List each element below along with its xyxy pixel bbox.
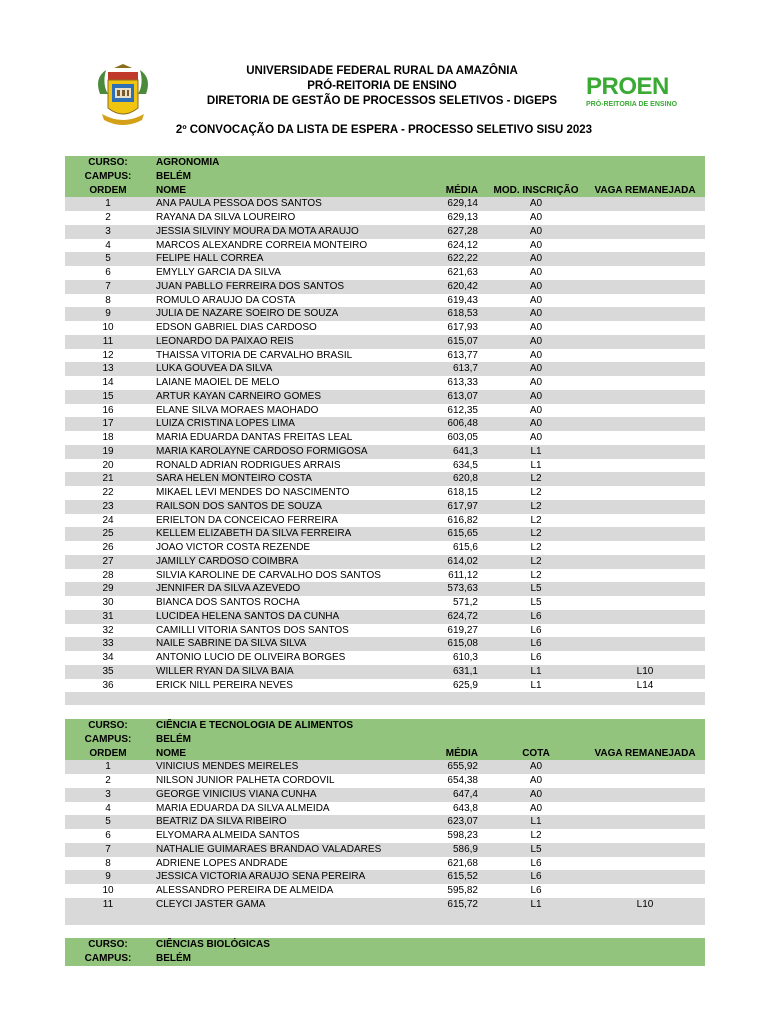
row-nome: LUIZA CRISTINA LOPES LIMA xyxy=(156,418,295,430)
row-ordem: 30 xyxy=(102,597,114,608)
table-row xyxy=(65,582,705,596)
row-nome: ROMULO ARAUJO DA COSTA xyxy=(156,294,296,306)
course-label: CURSO: xyxy=(88,157,128,168)
campus-name: BELÉM xyxy=(156,170,191,182)
table-row xyxy=(65,500,705,514)
row-media: 634,5 xyxy=(452,459,478,471)
table-row xyxy=(65,527,705,541)
row-ordem: 26 xyxy=(102,542,114,553)
row-ordem: 19 xyxy=(102,445,114,457)
table-row xyxy=(65,843,705,857)
row-ordem: 35 xyxy=(102,665,114,677)
row-media: 618,53 xyxy=(447,308,478,320)
row-modality: L5 xyxy=(530,583,542,595)
row-media: 603,05 xyxy=(447,432,478,443)
row-media: 615,07 xyxy=(447,335,478,347)
table-row xyxy=(65,624,705,638)
row-nome: ERICK NILL PEREIRA NEVES xyxy=(156,679,293,691)
row-modality: A0 xyxy=(529,225,543,237)
table-row xyxy=(65,555,705,569)
row-modality: A0 xyxy=(529,775,543,786)
table-row xyxy=(65,376,705,390)
row-media: 586,9 xyxy=(452,843,478,855)
course-name: AGRONOMIA xyxy=(156,157,220,168)
row-modality: A0 xyxy=(529,761,543,773)
institution-titles xyxy=(180,64,584,109)
header-media: MÉDIA xyxy=(445,747,478,759)
course-row xyxy=(65,156,705,170)
row-nome: ELANE SILVA MORAES MAOHADO xyxy=(156,404,319,416)
candidate-list-table xyxy=(65,156,705,966)
row-modality: A0 xyxy=(529,418,543,430)
row-nome: JUAN PABLLO FERREIRA DOS SANTOS xyxy=(156,280,345,292)
row-nome: NATHALIE GUIMARAES BRANDAO VALADARES xyxy=(156,843,382,855)
table-row xyxy=(65,431,705,445)
table-row xyxy=(65,898,705,912)
row-ordem: 3 xyxy=(105,225,111,237)
row-modality: L6 xyxy=(530,638,542,650)
course-name: CIÊNCIAS BIOLÓGICAS xyxy=(156,939,270,951)
row-modality: L6 xyxy=(530,857,542,869)
course-row xyxy=(65,719,705,733)
course-label: CURSO: xyxy=(88,939,128,951)
row-ordem: 14 xyxy=(102,377,114,388)
row-ordem: 11 xyxy=(102,335,114,347)
table-row xyxy=(65,486,705,500)
row-ordem: 34 xyxy=(102,652,114,663)
row-media: 610,3 xyxy=(452,652,478,663)
row-ordem: 31 xyxy=(102,610,114,622)
campus-label: CAMPUS: xyxy=(84,953,132,964)
proen-logo xyxy=(586,74,686,114)
row-nome: JULIA DE NAZARE SOEIRO DE SOUZA xyxy=(156,308,339,320)
row-media: 615,52 xyxy=(447,871,478,883)
row-ordem: 25 xyxy=(102,528,114,540)
header-ordem: ORDEM xyxy=(89,184,127,196)
row-nome: RAILSON DOS SANTOS DE SOUZA xyxy=(156,500,322,512)
row-modality: L2 xyxy=(530,528,542,540)
row-ordem: 24 xyxy=(102,514,114,526)
table-row xyxy=(65,829,705,843)
row-modality: A0 xyxy=(529,267,543,278)
table-row xyxy=(65,445,705,459)
proen-logo-word: PROEN xyxy=(586,73,669,100)
row-media: 647,4 xyxy=(452,788,478,800)
row-ordem: 16 xyxy=(102,404,114,416)
course-row xyxy=(65,938,705,952)
row-ordem: 5 xyxy=(105,253,111,265)
pro-rectorate-name: PRÓ-REITORIA DE ENSINO xyxy=(307,80,457,92)
directorate-name: DIRETORIA DE GESTÃO DE PROCESSOS SELETIVOS - DIGEPS xyxy=(206,95,558,107)
column-header-row xyxy=(65,747,705,761)
table-row xyxy=(65,321,705,335)
table-row xyxy=(65,404,705,418)
row-nome: KELLEM ELIZABETH DA SILVA FERREIRA xyxy=(156,528,352,540)
table-row xyxy=(65,294,705,308)
row-ordem: 5 xyxy=(105,816,111,828)
row-modality: A0 xyxy=(529,253,543,265)
row-modality: A0 xyxy=(529,377,543,388)
row-vaga: L14 xyxy=(636,679,654,691)
row-modality: A0 xyxy=(529,363,543,375)
campus-row xyxy=(65,952,705,966)
row-modality: L6 xyxy=(530,652,542,663)
table-row xyxy=(65,266,705,280)
row-nome: MARIA EDUARDA DA SILVA ALMEIDA xyxy=(156,802,330,814)
row-modality: A0 xyxy=(529,212,543,223)
row-ordem: 36 xyxy=(102,679,114,691)
row-media: 641,3 xyxy=(452,445,478,457)
row-media: 571,2 xyxy=(452,597,478,608)
row-nome: ERIELTON DA CONCEICAO FERREIRA xyxy=(156,514,338,526)
column-header-row xyxy=(65,184,705,198)
row-modality: A0 xyxy=(529,280,543,292)
row-ordem: 2 xyxy=(105,212,111,223)
row-modality: L2 xyxy=(530,569,542,581)
row-media: 619,43 xyxy=(447,294,478,306)
section-spacer xyxy=(65,925,705,939)
row-nome: JOAO VICTOR COSTA REZENDE xyxy=(156,542,311,553)
row-media: 612,35 xyxy=(447,404,478,416)
row-nome: FELIPE HALL CORREA xyxy=(156,253,264,265)
table-row xyxy=(65,239,705,253)
row-media: 613,33 xyxy=(447,377,478,388)
row-media: 629,14 xyxy=(447,198,478,210)
header-modality: MOD. INSCRIÇÃO xyxy=(493,184,579,196)
row-nome: ALESSANDRO PEREIRA DE ALMEIDA xyxy=(156,885,334,896)
row-nome: RAYANA DA SILVA LOUREIRO xyxy=(156,212,296,223)
row-modality: L6 xyxy=(530,871,542,883)
row-modality: L1 xyxy=(530,459,542,471)
table-row xyxy=(65,569,705,583)
row-nome: WILLER RYAN DA SILVA BAIA xyxy=(156,665,294,677)
course-name: CIÊNCIA E TECNOLOGIA DE ALIMENTOS xyxy=(156,720,354,731)
row-ordem: 17 xyxy=(102,418,114,430)
row-modality: L2 xyxy=(530,487,542,498)
table-row xyxy=(65,760,705,774)
row-media: 615,08 xyxy=(447,638,478,650)
row-media: 617,93 xyxy=(447,322,478,333)
row-nome: ANA PAULA PESSOA DOS SANTOS xyxy=(156,198,322,210)
header-nome: NOME xyxy=(156,747,186,759)
row-media: 615,6 xyxy=(452,542,478,553)
header-ordem: ORDEM xyxy=(89,747,127,759)
row-modality: A0 xyxy=(529,349,543,361)
row-ordem: 6 xyxy=(105,830,111,841)
row-ordem: 28 xyxy=(102,569,114,581)
row-modality: A0 xyxy=(529,294,543,306)
row-nome: MARIA KAROLAYNE CARDOSO FORMIGOSA xyxy=(156,445,368,457)
table-row xyxy=(65,679,705,693)
table-row xyxy=(65,884,705,898)
row-nome: JESSIA SILVINY MOURA DA MOTA ARAUJO xyxy=(156,225,359,237)
table-row xyxy=(65,280,705,294)
header-modality: COTA xyxy=(522,747,550,759)
row-nome: MARIA EDUARDA DANTAS FREITAS LEAL xyxy=(156,432,353,443)
row-media: 573,63 xyxy=(447,583,478,595)
row-modality: L5 xyxy=(530,843,542,855)
row-modality: L2 xyxy=(530,500,542,512)
row-ordem: 8 xyxy=(105,294,111,306)
section-spacer xyxy=(65,705,705,719)
row-media: 615,65 xyxy=(447,528,478,540)
row-modality: L6 xyxy=(530,885,542,896)
row-modality: L6 xyxy=(530,624,542,636)
campus-label: CAMPUS: xyxy=(84,170,132,182)
document-header xyxy=(0,60,768,140)
row-ordem: 10 xyxy=(102,322,114,333)
row-media: 615,72 xyxy=(447,898,478,910)
campus-row xyxy=(65,733,705,747)
row-nome: GEORGE VINICIUS VIANA CUNHA xyxy=(156,788,317,800)
table-row xyxy=(65,390,705,404)
table-row xyxy=(65,788,705,802)
row-media: 621,63 xyxy=(447,267,478,278)
row-nome: THAISSA VITORIA DE CARVALHO BRASIL xyxy=(156,349,353,361)
row-modality: A0 xyxy=(529,335,543,347)
row-modality: L2 xyxy=(530,830,542,841)
row-ordem: 7 xyxy=(105,843,111,855)
row-media: 623,07 xyxy=(447,816,478,828)
row-nome: LUCIDEA HELENA SANTOS DA CUNHA xyxy=(156,610,340,622)
row-modality: A0 xyxy=(529,308,543,320)
row-nome: CAMILLI VITORIA SANTOS DOS SANTOS xyxy=(156,624,349,636)
row-media: 624,12 xyxy=(447,239,478,251)
row-ordem: 10 xyxy=(102,885,114,896)
row-ordem: 23 xyxy=(102,500,114,512)
row-modality: A0 xyxy=(529,802,543,814)
header-vaga: VAGA REMANEJADA xyxy=(594,184,696,196)
row-nome: BEATRIZ DA SILVA RIBEIRO xyxy=(156,816,287,828)
header-nome: NOME xyxy=(156,184,186,196)
row-ordem: 20 xyxy=(102,459,114,471)
table-row xyxy=(65,335,705,349)
row-nome: LUKA GOUVEA DA SILVA xyxy=(156,363,273,375)
row-nome: JESSICA VICTORIA ARAUJO SENA PEREIRA xyxy=(156,871,366,883)
table-row xyxy=(65,610,705,624)
table-row xyxy=(65,472,705,486)
row-ordem: 4 xyxy=(105,239,111,251)
row-ordem: 13 xyxy=(102,363,114,375)
row-nome: BIANCA DOS SANTOS ROCHA xyxy=(156,597,300,608)
row-ordem: 1 xyxy=(105,761,111,773)
row-ordem: 27 xyxy=(102,555,114,567)
row-nome: ANTONIO LUCIO DE OLIVEIRA BORGES xyxy=(156,652,346,663)
row-nome: VINICIUS MENDES MEIRELES xyxy=(156,761,299,773)
table-row xyxy=(65,225,705,239)
row-nome: RONALD ADRIAN RODRIGUES ARRAIS xyxy=(156,459,341,471)
row-media: 655,92 xyxy=(447,761,478,773)
table-row xyxy=(65,857,705,871)
row-modality: L1 xyxy=(530,679,542,691)
row-ordem: 33 xyxy=(102,638,114,650)
table-row xyxy=(65,417,705,431)
row-modality: L1 xyxy=(530,665,542,677)
row-media: 629,13 xyxy=(447,212,478,223)
row-modality: A0 xyxy=(529,198,543,210)
table-row xyxy=(65,815,705,829)
row-nome: NAILE SABRINE DA SILVA SILVA xyxy=(156,638,307,650)
row-nome: NILSON JUNIOR PALHETA CORDOVIL xyxy=(156,775,335,786)
table-row xyxy=(65,197,705,211)
document-subtitle: 2º CONVOCAÇÃO DA LISTA DE ESPERA - PROCESSO SELETIVO SISU 2023 xyxy=(175,124,593,136)
row-nome: SILVIA KAROLINE DE CARVALHO DOS SANTOS xyxy=(156,569,381,581)
table-row xyxy=(65,541,705,555)
row-modality: A0 xyxy=(529,432,543,443)
row-vaga: L10 xyxy=(636,665,654,677)
campus-label: CAMPUS: xyxy=(84,733,132,745)
row-modality: A0 xyxy=(529,404,543,416)
table-row xyxy=(65,307,705,321)
row-media: 622,22 xyxy=(447,253,478,265)
row-nome: ELYOMARA ALMEIDA SANTOS xyxy=(156,830,300,841)
row-ordem: 3 xyxy=(105,788,111,800)
row-media: 643,8 xyxy=(452,802,478,814)
row-nome: CLEYCI JASTER GAMA xyxy=(156,898,266,910)
row-media: 631,1 xyxy=(452,665,478,677)
table-row xyxy=(65,774,705,788)
row-ordem: 29 xyxy=(102,583,114,595)
row-media: 614,02 xyxy=(447,555,478,567)
row-ordem: 8 xyxy=(105,857,111,869)
row-media: 613,07 xyxy=(447,390,478,402)
row-media: 624,72 xyxy=(447,610,478,622)
row-modality: L2 xyxy=(530,555,542,567)
row-modality: L5 xyxy=(530,597,542,608)
row-modality: L6 xyxy=(530,610,542,622)
row-nome: SARA HELEN MONTEIRO COSTA xyxy=(156,473,312,485)
row-media: 611,12 xyxy=(448,569,478,581)
row-vaga: L10 xyxy=(636,898,654,910)
row-ordem: 9 xyxy=(105,871,111,883)
row-nome: LEONARDO DA PAIXAO REIS xyxy=(156,335,294,347)
row-nome: ADRIENE LOPES ANDRADE xyxy=(156,857,288,869)
row-ordem: 1 xyxy=(105,198,111,210)
row-ordem: 18 xyxy=(102,432,114,443)
row-ordem: 4 xyxy=(105,802,111,814)
row-ordem: 22 xyxy=(102,487,114,498)
row-ordem: 15 xyxy=(102,390,114,402)
row-media: 595,82 xyxy=(447,885,478,896)
table-row xyxy=(65,252,705,266)
row-media: 621,68 xyxy=(447,857,478,869)
row-nome: LAIANE MAOIEL DE MELO xyxy=(156,377,280,388)
row-media: 619,27 xyxy=(447,624,478,636)
table-row xyxy=(65,459,705,473)
campus-name: BELÉM xyxy=(156,953,191,964)
row-media: 617,97 xyxy=(447,500,478,512)
table-row xyxy=(65,211,705,225)
institution-name: UNIVERSIDADE FEDERAL RURAL DA AMAZÔNIA xyxy=(246,65,518,77)
row-modality: L2 xyxy=(530,473,542,485)
header-media: MÉDIA xyxy=(445,184,478,196)
row-nome: MIKAEL LEVI MENDES DO NASCIMENTO xyxy=(156,487,350,498)
row-media: 654,38 xyxy=(447,775,478,786)
row-modality: A0 xyxy=(529,239,543,251)
row-media: 627,28 xyxy=(447,225,478,237)
course-label: CURSO: xyxy=(88,720,128,731)
row-nome: ARTUR KAYAN CARNEIRO GOMES xyxy=(156,390,322,402)
table-row xyxy=(65,362,705,376)
row-modality: A0 xyxy=(529,322,543,333)
row-media: 613,7 xyxy=(452,363,478,375)
section-spacer-shaded xyxy=(65,692,705,705)
row-media: 613,77 xyxy=(447,349,478,361)
row-media: 620,8 xyxy=(452,473,478,485)
row-ordem: 21 xyxy=(102,473,114,485)
row-ordem: 7 xyxy=(105,280,111,292)
row-media: 620,42 xyxy=(447,280,478,292)
row-media: 625,9 xyxy=(452,679,478,691)
row-nome: EDSON GABRIEL DIAS CARDOSO xyxy=(156,322,317,333)
row-ordem: 12 xyxy=(102,349,114,361)
proen-logo-subtitle: PRÓ-REITORIA DE ENSINO xyxy=(586,101,678,108)
row-ordem: 32 xyxy=(102,624,114,636)
row-media: 598,23 xyxy=(447,830,478,841)
table-row xyxy=(65,637,705,651)
row-modality: A0 xyxy=(529,390,543,402)
row-modality: L1 xyxy=(530,816,542,828)
section-spacer-shaded xyxy=(65,912,705,925)
campus-name: BELÉM xyxy=(156,733,191,745)
row-modality: L2 xyxy=(530,542,542,553)
row-ordem: 9 xyxy=(105,308,111,320)
table-row xyxy=(65,349,705,363)
row-nome: MARCOS ALEXANDRE CORREIA MONTEIRO xyxy=(156,239,368,251)
row-nome: JAMILLY CARDOSO COIMBRA xyxy=(156,555,299,567)
row-modality: A0 xyxy=(529,788,543,800)
row-nome: EMYLLY GARCIA DA SILVA xyxy=(156,267,281,278)
row-media: 606,48 xyxy=(447,418,478,430)
row-ordem: 11 xyxy=(102,898,114,910)
table-row xyxy=(65,514,705,528)
table-row xyxy=(65,596,705,610)
row-media: 618,15 xyxy=(447,487,478,498)
row-media: 616,82 xyxy=(447,514,478,526)
row-ordem: 6 xyxy=(105,267,111,278)
university-crest-icon xyxy=(92,64,154,128)
table-row xyxy=(65,802,705,816)
table-row xyxy=(65,651,705,665)
row-modality: L1 xyxy=(530,898,542,910)
row-modality: L1 xyxy=(530,445,542,457)
table-row xyxy=(65,665,705,679)
header-vaga: VAGA REMANEJADA xyxy=(594,747,696,759)
campus-row xyxy=(65,170,705,184)
row-modality: L2 xyxy=(530,514,542,526)
row-nome: JENNIFER DA SILVA AZEVEDO xyxy=(156,583,301,595)
row-ordem: 2 xyxy=(105,775,111,786)
table-row xyxy=(65,870,705,884)
